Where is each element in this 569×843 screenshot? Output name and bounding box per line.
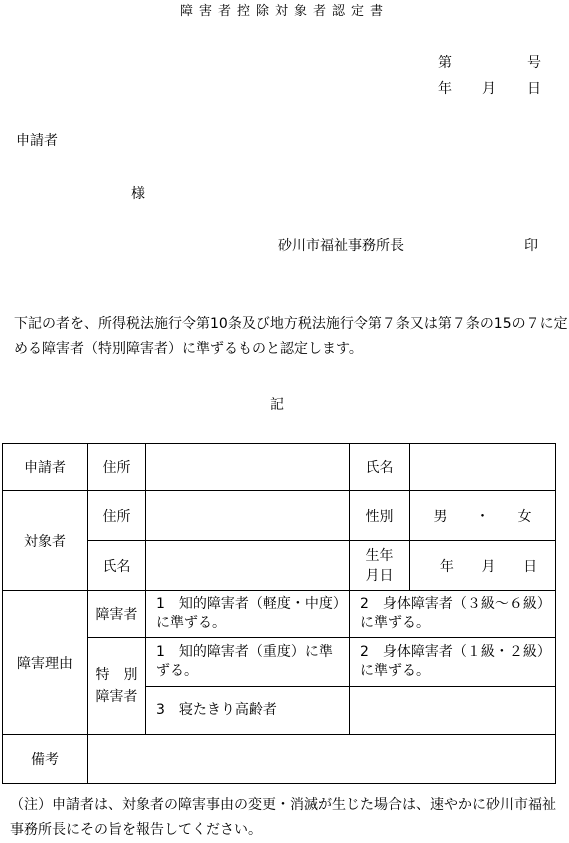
seal-mark: 印: [524, 238, 538, 254]
applicant-name-field[interactable]: [410, 444, 556, 491]
applicant-cell: 申請者: [3, 444, 88, 491]
honorific: 様: [131, 186, 145, 202]
dob-label-line-2: 月日: [365, 567, 394, 584]
subject-address-field[interactable]: [146, 491, 350, 541]
certification-table: [2, 443, 556, 784]
dob-day: 日: [523, 558, 538, 575]
sex-female[interactable]: 女: [517, 508, 532, 525]
dob-label: [350, 541, 410, 591]
dob-month: 月: [481, 558, 496, 575]
table-row: [3, 735, 556, 784]
applicant-label: 申請者: [16, 133, 58, 149]
applicant-address-field[interactable]: [146, 444, 350, 491]
subject-cell: 対象者: [3, 491, 88, 591]
sex-separator: ・: [475, 508, 490, 525]
applicant-address-label: 住所: [88, 444, 146, 491]
date-month: 月: [482, 81, 496, 97]
dob-label-line-1: 生年: [365, 547, 394, 564]
dob-field[interactable]: [410, 541, 556, 591]
date-year: 年: [438, 81, 452, 97]
special-option-empty: [350, 687, 556, 735]
footnote: （注）申請者は、対象者の障害事由の変更・消滅が生じた場合は、速やかに砂川市福祉事務所長にその旨を報告してください。: [10, 797, 556, 838]
sex-field[interactable]: [410, 491, 556, 541]
ki-mark: 記: [270, 397, 284, 413]
special-option-3[interactable]: 3 寝たきり高齢者: [146, 687, 350, 735]
document-title: 障害者控除対象者認定書: [179, 4, 389, 19]
subject-address-label: 住所: [88, 491, 146, 541]
special-option-1[interactable]: 1 知的障害者（重度）に準ずる。: [146, 638, 350, 687]
remarks-label: 備考: [3, 735, 88, 784]
sex-male[interactable]: 男: [433, 508, 448, 525]
disabled-label: 障害者: [88, 591, 146, 638]
reason-cell: 障害理由: [3, 591, 88, 735]
special-option-2[interactable]: 2 身体障害者（１級・２級）に準ずる。: [350, 638, 556, 687]
table-row: [3, 444, 556, 491]
disabled-option-1[interactable]: 1 知的障害者（軽度・中度）に準ずる。: [146, 591, 350, 638]
applicant-name-label: 氏名: [350, 444, 410, 491]
body-text: 下記の者を、所得税法施行令第10条及び地方税法施行令第７条又は第７条の15の７に定める障害者（特別障害者）に準ずるものと認定します。: [14, 316, 568, 357]
table-row: [3, 491, 556, 541]
date-day: 日: [527, 81, 541, 97]
remarks-field[interactable]: [88, 735, 556, 784]
special-disabled-label: [88, 638, 146, 735]
special-label-line-1: 特 別: [95, 667, 138, 683]
subject-name-field[interactable]: [146, 541, 350, 591]
table-row: [3, 591, 556, 638]
subject-name-label: 氏名: [88, 541, 146, 591]
number-prefix: 第: [438, 55, 452, 71]
special-label-line-2: 障害者: [95, 689, 138, 705]
number-suffix: 号: [527, 55, 541, 71]
issuer: 砂川市福祉事務所長: [278, 238, 404, 254]
dob-year: 年: [439, 558, 454, 575]
sex-label: 性別: [350, 491, 410, 541]
disabled-option-2[interactable]: 2 身体障害者（３級～６級）に準ずる。: [350, 591, 556, 638]
